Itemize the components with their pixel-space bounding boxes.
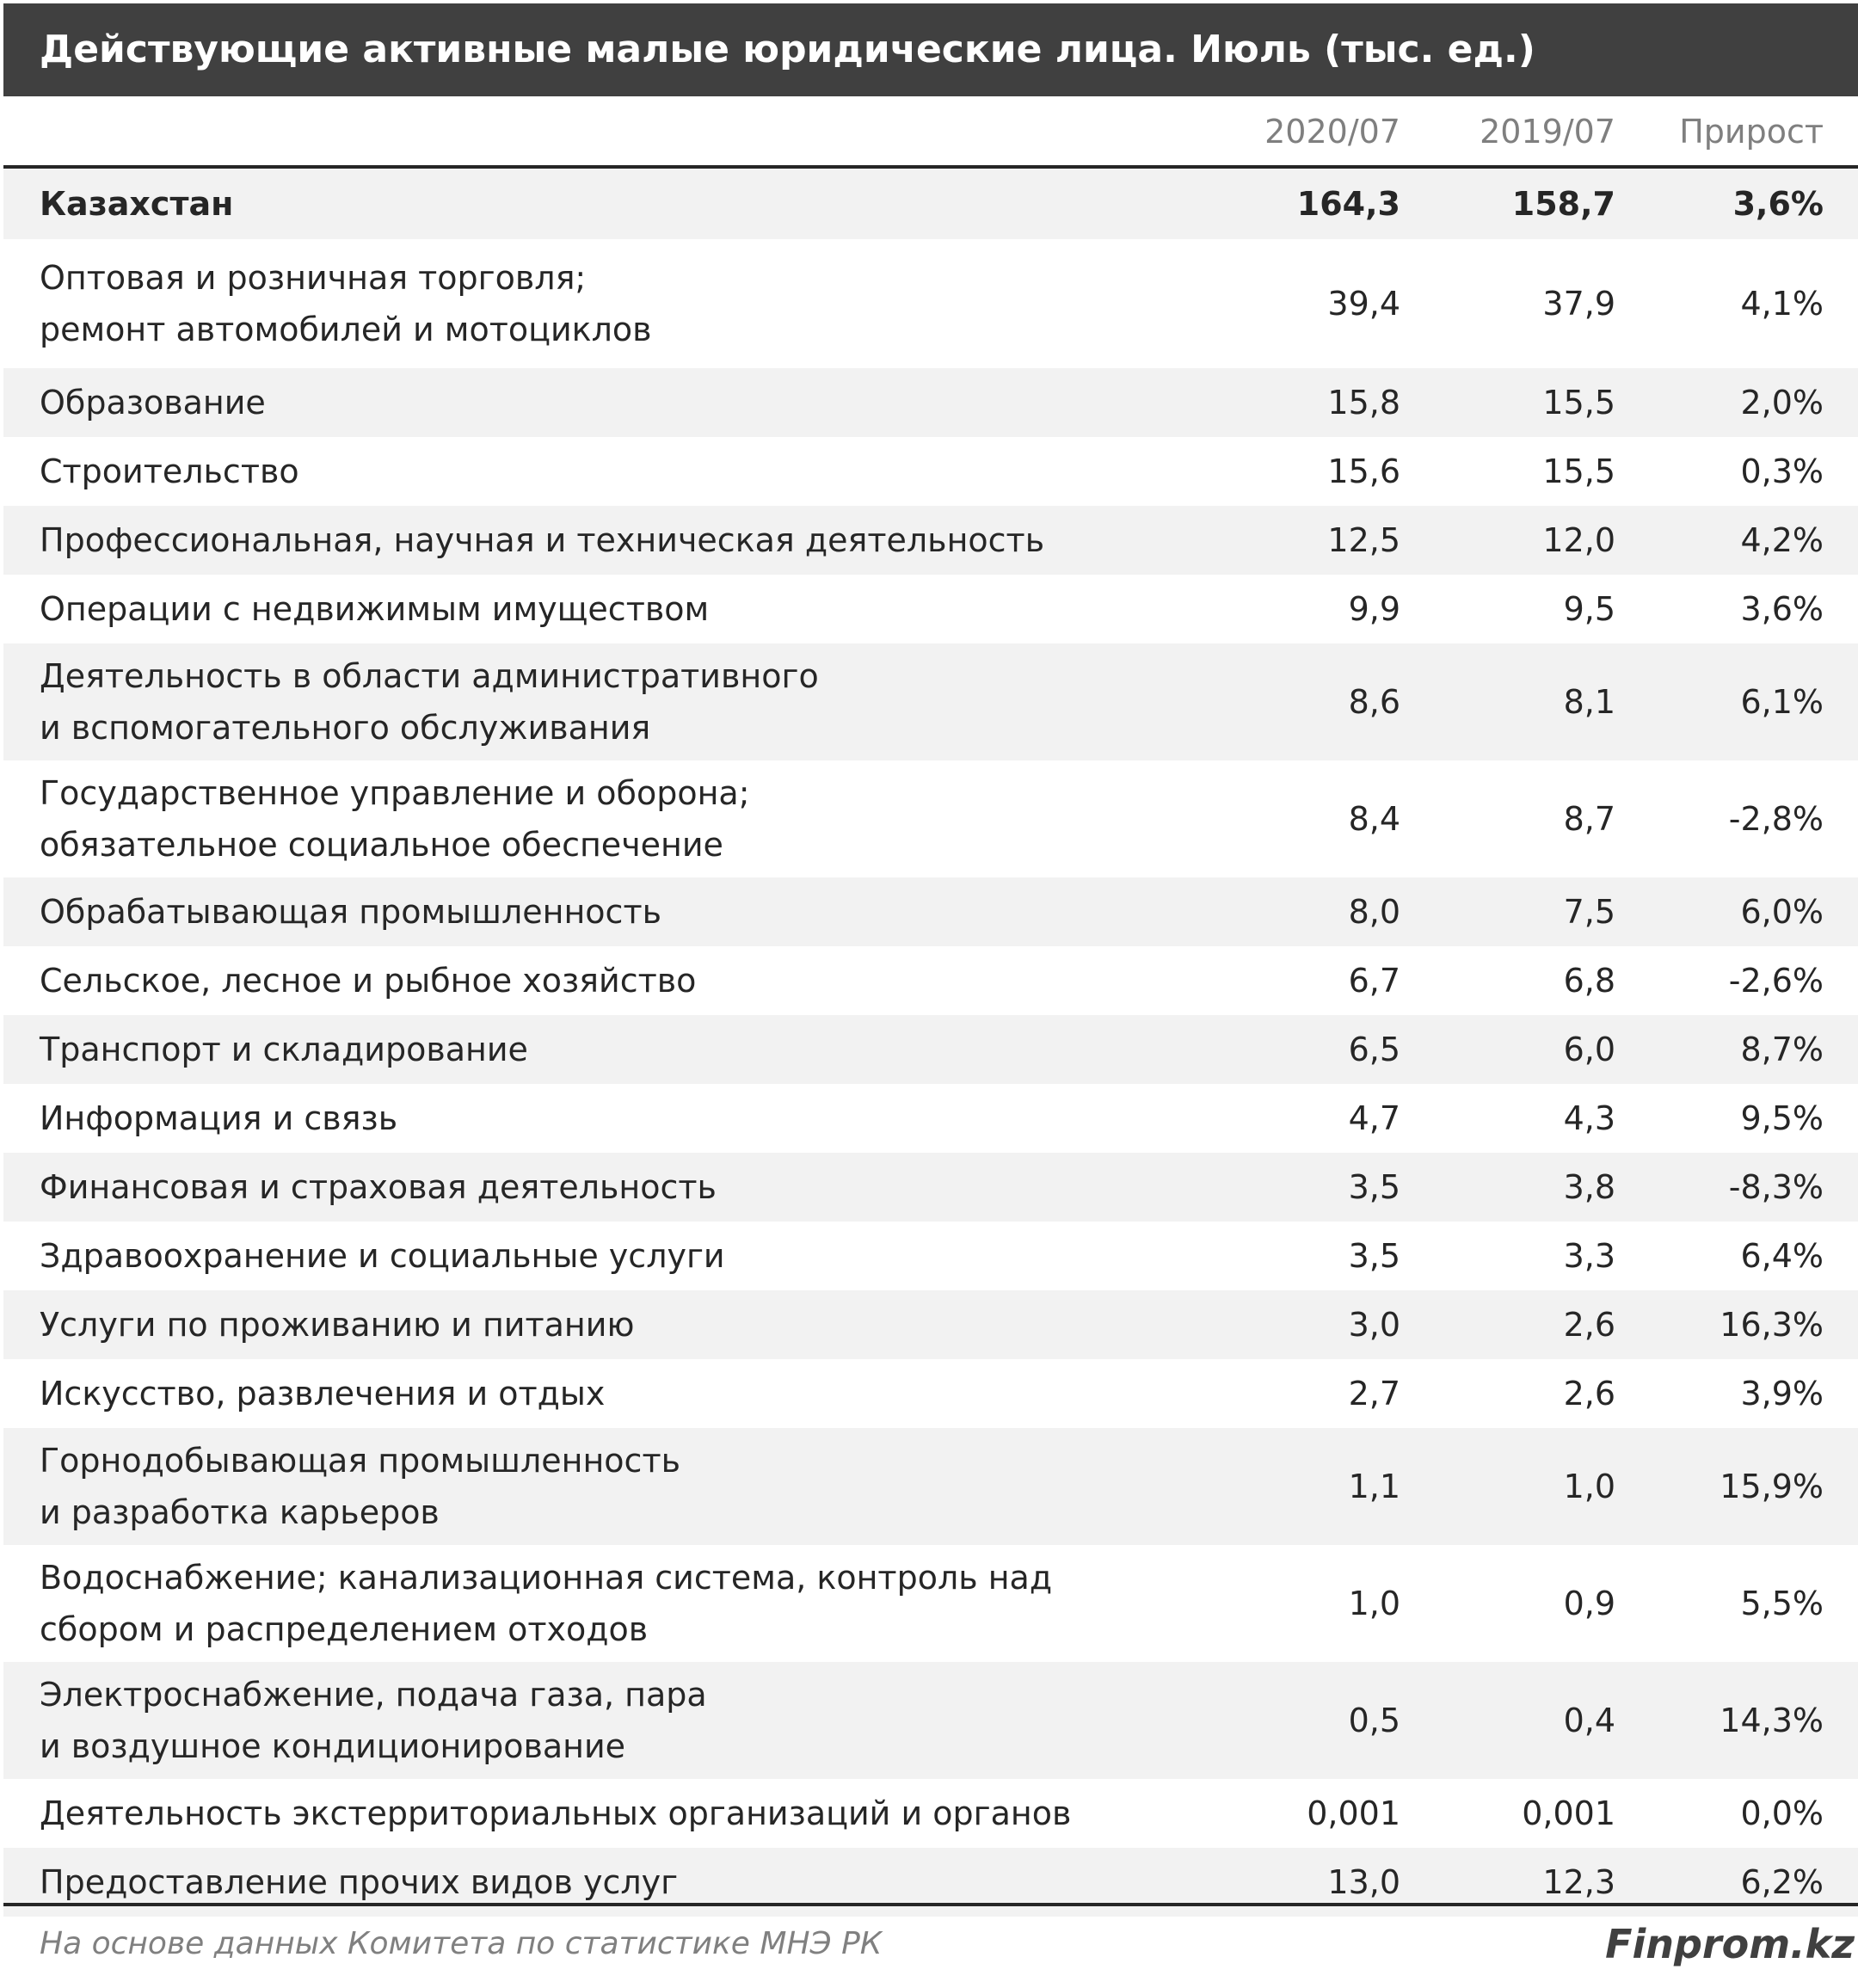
row-label: Сельское, лесное и рыбное хозяйство	[40, 962, 697, 1000]
value-2020: 39,4	[1327, 285, 1400, 323]
value-2019: 2,6	[1563, 1375, 1615, 1413]
value-2019: 15,5	[1542, 452, 1615, 490]
table-row	[3, 1222, 1858, 1290]
value-2020: 6,7	[1348, 962, 1400, 1000]
growth-value: -8,3%	[1728, 1168, 1824, 1206]
value-2019: 3,3	[1563, 1237, 1615, 1275]
table-row	[3, 1662, 1858, 1779]
value-2019: 15,5	[1542, 384, 1615, 422]
table-row	[3, 239, 1858, 368]
row-label: Финансовая и страховая деятельность	[40, 1168, 717, 1206]
growth-value: 3,6%	[1732, 185, 1824, 223]
table-row	[3, 1084, 1858, 1153]
row-label: Оптовая и розничная торговля; ремонт автомобилей и мотоциклов	[40, 259, 652, 348]
column-header-growth: Прирост	[1679, 113, 1824, 151]
table-row	[3, 368, 1858, 437]
growth-value: 9,5%	[1740, 1099, 1824, 1137]
value-2020: 9,9	[1348, 590, 1400, 628]
value-2019: 7,5	[1563, 893, 1615, 931]
growth-value: 15,9%	[1720, 1468, 1824, 1505]
value-2020: 13,0	[1327, 1863, 1400, 1901]
value-2019: 3,8	[1563, 1168, 1615, 1206]
value-2019: 2,6	[1563, 1306, 1615, 1344]
table-row	[3, 1015, 1858, 1084]
growth-value: 16,3%	[1720, 1306, 1824, 1344]
row-label: Транспорт и складирование	[40, 1031, 528, 1068]
value-2019: 6,8	[1563, 962, 1615, 1000]
table-row	[3, 760, 1858, 877]
value-2019: 37,9	[1542, 285, 1615, 323]
value-2020: 2,7	[1348, 1375, 1400, 1413]
brand-logo: Finprom.kz	[1605, 1921, 1855, 1967]
table-row	[3, 506, 1858, 575]
value-2020: 1,1	[1348, 1468, 1400, 1505]
value-2019: 0,9	[1563, 1585, 1615, 1622]
value-2020: 8,0	[1348, 893, 1400, 931]
row-label: Электроснабжение, подача газа, пара и воздушное кондиционирование	[40, 1676, 707, 1765]
value-2020: 3,0	[1348, 1306, 1400, 1344]
growth-value: 4,2%	[1740, 521, 1824, 559]
value-2020: 0,001	[1307, 1794, 1400, 1832]
value-2019: 12,0	[1542, 521, 1615, 559]
row-label: Обрабатывающая промышленность	[40, 893, 661, 931]
table-row	[3, 1428, 1858, 1545]
value-2020: 4,7	[1348, 1099, 1400, 1137]
growth-value: 6,2%	[1740, 1863, 1824, 1901]
row-label: Деятельность экстерриториальных организаций и органов	[40, 1794, 1072, 1832]
value-2020: 3,5	[1348, 1168, 1400, 1206]
table-row	[3, 946, 1858, 1015]
row-label: Строительство	[40, 452, 299, 490]
value-2019: 1,0	[1563, 1468, 1615, 1505]
row-label: Искусство, развлечения и отдых	[40, 1375, 606, 1413]
row-label: Государственное управление и оборона; обязательное социальное обеспечение	[40, 774, 750, 864]
value-2019: 9,5	[1563, 590, 1615, 628]
table-row	[3, 1545, 1858, 1662]
value-2020: 164,3	[1296, 185, 1400, 223]
column-header-2019: 2019/07	[1480, 113, 1615, 151]
value-2019: 8,1	[1563, 683, 1615, 721]
value-2019: 6,0	[1563, 1031, 1615, 1068]
growth-value: 5,5%	[1740, 1585, 1824, 1622]
value-2020: 6,5	[1348, 1031, 1400, 1068]
table-row	[3, 169, 1858, 239]
value-2019: 4,3	[1563, 1099, 1615, 1137]
table-row	[3, 877, 1858, 946]
growth-value: 3,6%	[1740, 590, 1824, 628]
value-2019: 0,4	[1563, 1702, 1615, 1739]
growth-value: 0,0%	[1740, 1794, 1824, 1832]
row-label: Здравоохранение и социальные услуги	[40, 1237, 725, 1275]
growth-value: 6,1%	[1740, 683, 1824, 721]
row-label: Казахстан	[40, 185, 234, 223]
value-2020: 0,5	[1348, 1702, 1400, 1739]
table-row	[3, 1779, 1858, 1848]
growth-value: 6,4%	[1740, 1237, 1824, 1275]
table-title: Действующие активные малые юридические лица. Июль (тыс. ед.)	[3, 3, 1858, 96]
growth-value: 2,0%	[1740, 384, 1824, 422]
growth-value: -2,8%	[1728, 800, 1824, 838]
value-2019: 8,7	[1563, 800, 1615, 838]
growth-value: 4,1%	[1740, 285, 1824, 323]
value-2020: 8,4	[1348, 800, 1400, 838]
growth-value: 14,3%	[1720, 1702, 1824, 1739]
table-row	[3, 1290, 1858, 1359]
value-2020: 12,5	[1327, 521, 1400, 559]
table-row	[3, 1359, 1858, 1428]
row-label: Предоставление прочих видов услуг	[40, 1863, 679, 1901]
row-label: Образование	[40, 384, 266, 422]
row-label: Информация и связь	[40, 1099, 398, 1137]
value-2019: 158,7	[1511, 185, 1615, 223]
value-2020: 15,6	[1327, 452, 1400, 490]
growth-value: 6,0%	[1740, 893, 1824, 931]
growth-value: 8,7%	[1740, 1031, 1824, 1068]
growth-value: 0,3%	[1740, 452, 1824, 490]
column-header-2020: 2020/07	[1264, 113, 1400, 151]
table-row	[3, 437, 1858, 506]
table-row	[3, 1153, 1858, 1222]
row-label: Операции с недвижимым имуществом	[40, 590, 710, 628]
row-label: Услуги по проживанию и питанию	[40, 1306, 635, 1344]
row-label: Водоснабжение; канализационная система, контроль над сбором и распределением отходов	[40, 1559, 1053, 1648]
row-label: Горнодобывающая промышленность и разработка карьеров	[40, 1442, 680, 1531]
growth-value: 3,9%	[1740, 1375, 1824, 1413]
value-2019: 0,001	[1522, 1794, 1615, 1832]
value-2020: 15,8	[1327, 384, 1400, 422]
value-2019: 12,3	[1542, 1863, 1615, 1901]
value-2020: 3,5	[1348, 1237, 1400, 1275]
table-row	[3, 643, 1858, 760]
table-row	[3, 1848, 1858, 1917]
footer-divider	[3, 1903, 1858, 1906]
row-label: Деятельность в области административного и вспомогательного обслуживания	[40, 657, 819, 747]
source-note: На основе данных Комитета по статистике МНЭ РК	[40, 1926, 883, 1961]
value-2020: 1,0	[1348, 1585, 1400, 1622]
row-label: Профессиональная, научная и техническая деятельность	[40, 521, 1045, 559]
value-2020: 8,6	[1348, 683, 1400, 721]
table-row	[3, 575, 1858, 643]
growth-value: -2,6%	[1728, 962, 1824, 1000]
